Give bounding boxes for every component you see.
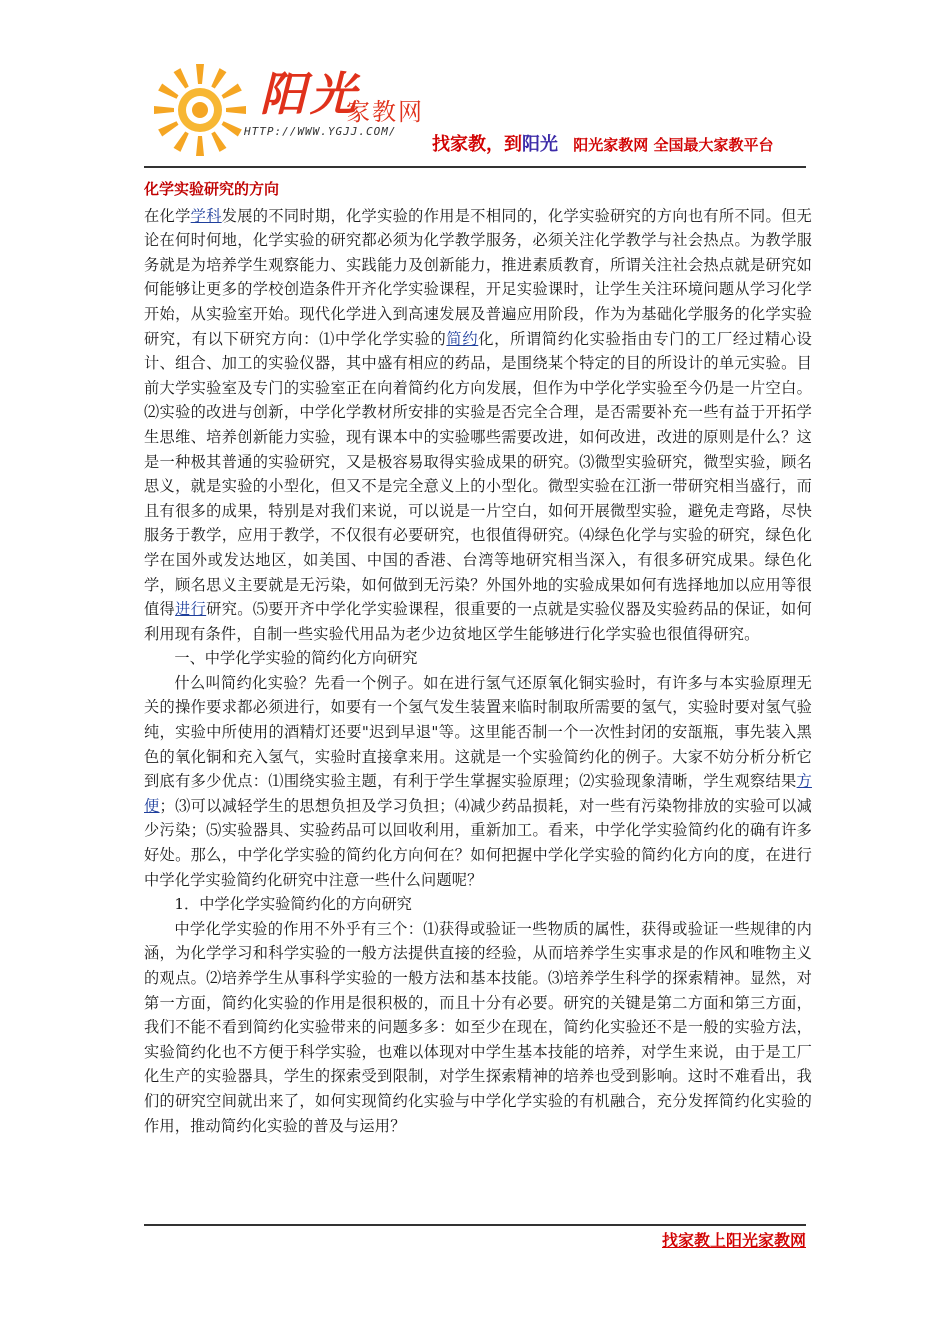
article-body	[144, 177, 812, 1138]
article-title: 化学实验研究的方向	[144, 180, 280, 198]
header-slogan	[432, 130, 773, 156]
footer-link[interactable]: 找家教上阳光家教网	[661, 1231, 806, 1250]
logo-url: HTTP://WWW.YGJJ.COM/	[244, 125, 397, 138]
logo-subtext: 家教网	[346, 98, 424, 126]
slogan-highlight: 阳光	[522, 134, 558, 155]
slogan-part1: 找家教，到	[432, 134, 522, 155]
link-convenient[interactable]: 方便	[144, 772, 812, 815]
text-segment: 化，所谓简约化实验指由专门的工厂经过精心设计、组合、加工的实验仪器，其中盛有相应的药品，是围绕某个特定的目的所设计的单元实验。目前大学实验室及专门的实验室正在向着简约化方向发展，但作为中学化学实验至今仍是一片空白。⑵实验的改进与创新，中学化学教材所安排的实验是否完全合理，是否需要补充一些有益于开拓学生思维、培养创新能力实验，现有课本中的实验哪些需要改进，如何改进，改进的原则是什么？这是一种极其普通的实验研究，又是极容易取得实验成果的研究。⑶微型实验研究，微型实验，顾名思义，就是实验的小型化，但又不是完全意义上的小型化。微型实验在江浙一带研究相当盛行，而且有很多的成果，特别是对我们来说，可以说是一片空白，如何开展微型实验，避免走弯路，尽快服务于教学，应用于教学，不仅很有必要研究，也很值得研究。⑷绿色化学与实验的研究，绿色化学在国外或发达地区，如美国、中国的香港、台湾等地研究相当深入，有很多研究成果。绿色化学，顾名思义主要就是无污染，如何做到无污染？外国外地的实验成果如何有选择地加以应用等很值得	[144, 329, 812, 619]
text-segment: 发展的不同时期，化学实验的作用是不相同的，化学实验研究的方向也有所不同。但无论在何时何地，化学实验的研究都必须为化学教学服务，必须关注化学教学与社会热点。为教学服务就是为培养学生观察能力、实践能力及创新能力，推进素质教育，所谓关注社会热点就是研究如何能够让更多的学校创造条件开齐化学实验课程，开足实验课时，让学生关注环境问题从学习化学开始，从实验室开始。现代化学进入到高速发展及普遍应用阶段，作为为基础化学服务的化学实验研究，有以下研究方向：⑴中学化学实验的	[144, 206, 812, 348]
text-segment: 研究。⑸要开齐中学化学实验课程，很重要的一点就是实验仪器及实验药品的保证，如何利用现有条件，自制一些实验代用品为老少边贫地区学生能够进行化学实验也很值得研究。	[144, 600, 812, 643]
section-heading-1: 一、中学化学实验的简约化方向研究	[174, 649, 418, 668]
logo-text: 阳光	[260, 67, 360, 121]
paragraph-intro	[144, 204, 812, 647]
header-divider	[144, 166, 806, 168]
paragraph-direction: 中学化学实验的作用不外乎有三个：⑴获得或验证一些物质的属性，获得或验证一些规律的内涵，为化学学习和科学实验的一般方法提供直接的经验，从而培养学生实事求是的作风和唯物主义的观点。⑵培养学生从事科学实验的一般方法和基本技能。⑶培养学生科学的探索精神。显然，对第一方面，简约化实验的作用是很积极的，而且十分有必要。研究的关键是第二方面和第三方面，我们不能不看到简约化实验带来的问题多多：如至少在现在，简约化实验还不是一般的实验方法，实验简约化也不方便于科学实验，也难以体现对中学生基本技能的培养，对学生来说，由于是工厂化生产的实验器具，学生的探索受到限制，对学生探索精神的培养也受到影响。这时不难看出，我们的研究空间就出来了，如何实现简约化实验与中学化学实验的有机融合，充分发挥简约化实验的作用，推动简约化实验的普及与运用？	[144, 919, 812, 1135]
paragraph-example	[144, 671, 812, 892]
link-simplify[interactable]: 简约	[446, 329, 479, 348]
footer-divider	[144, 1224, 806, 1226]
text-segment: 在化学	[144, 206, 191, 225]
text-segment: 什么叫简约化实验？先看一个例子。如在进行氢气还原氧化铜实验时，有许多与本实验原理无关的操作要求都必须进行，如要有一个氢气发生装置来临时制取所需要的氢气，实验时要对氢气验纯，实验中所使用的酒精灯还要"迟到早退"等。这里能否制一个一次性封闭的安瓿瓶，事先装入黑色的氧化铜和充入氢气，实验时直接拿来用。这就是一个实验简约化的例子。大家不妨分析分析它到底有多少优点：⑴围绕实验主题，有利于学生掌握实验原理；⑵实验现象清晰，学生观察结果	[144, 673, 812, 791]
section-heading-2: 1．中学化学实验简约化的方向研究	[174, 895, 412, 914]
text-segment: ；⑶可以减轻学生的思想负担及学习负担；⑷减少药品损耗，对一些有污染物排放的实验可以减少污染；⑸实验器具、实验药品可以回收利用，重新加工。看来，中学化学实验简约化的确有许多好处。那么，中学化学实验的简约化方向何在？如何把握中学化学实验的简约化方向的度，在进行中学化学实验简约化研究中注意一些什么问题呢？	[144, 796, 812, 889]
slogan-part2: 阳光家教网 全国最大家教平台	[573, 136, 774, 154]
link-conduct[interactable]: 进行	[175, 600, 207, 619]
link-subject[interactable]: 学科	[190, 206, 222, 225]
